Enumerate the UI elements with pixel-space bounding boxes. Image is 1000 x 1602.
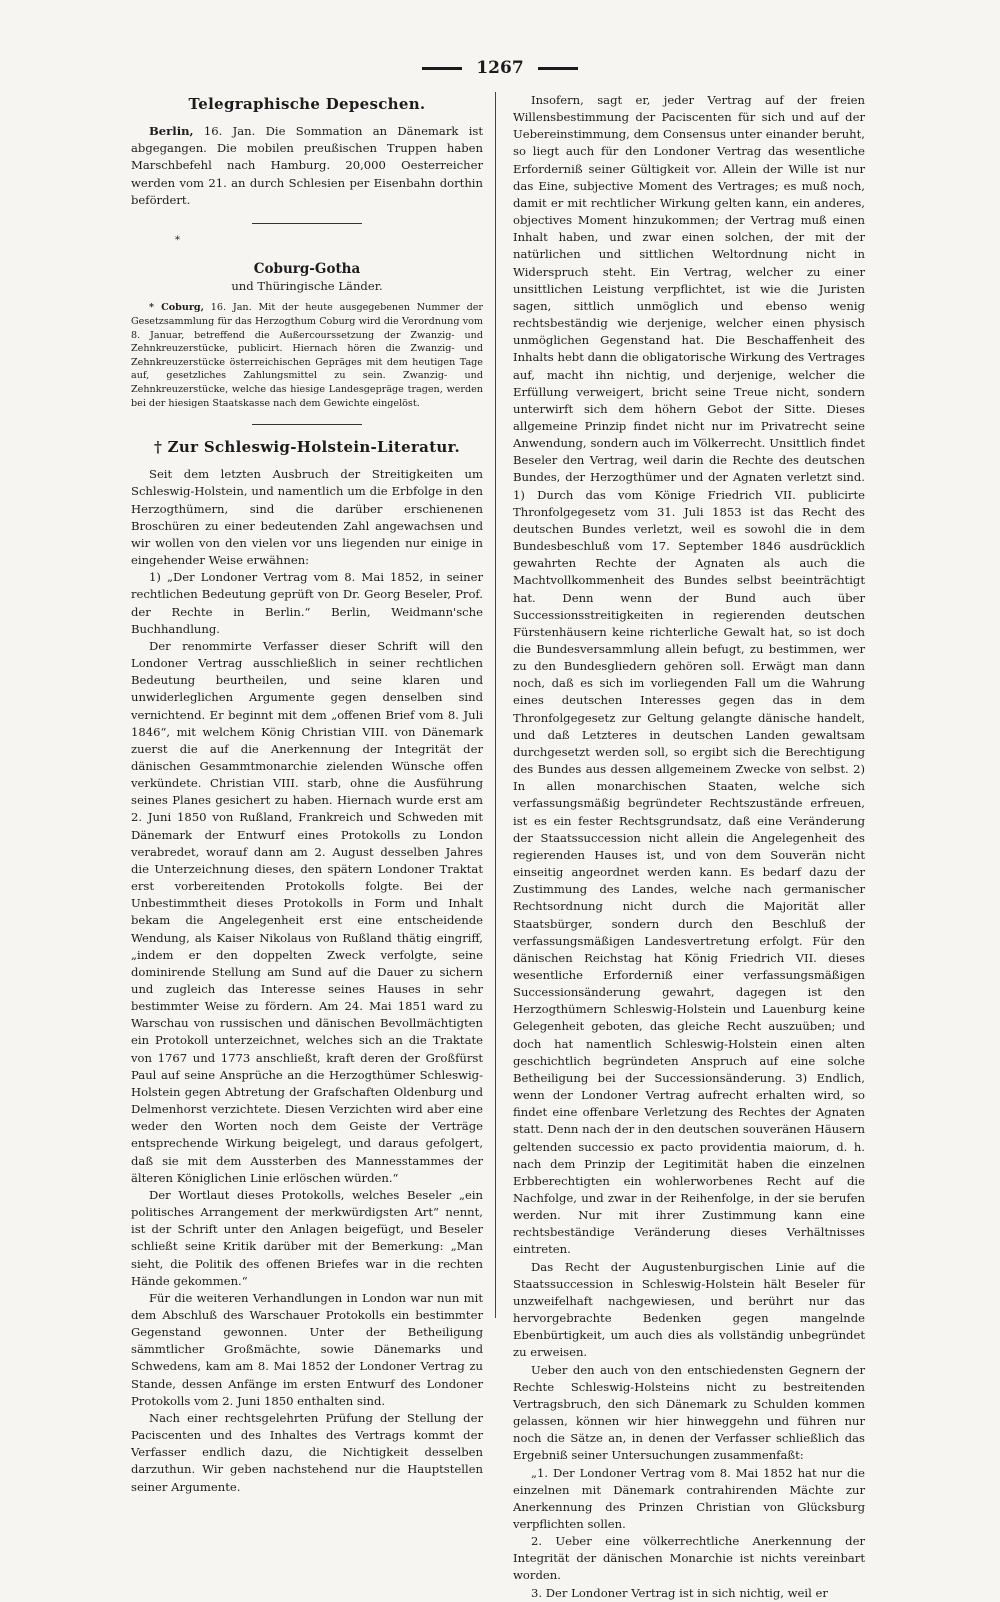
right-paragraph-3: Ueber den auch von den entschiedensten Gegnern der Rechte Schleswig-Holsteins nicht zu bestreitenden Vertragsbruch, den sich Dänemark zu Schulden kommen gelassen, können wir hier hinweggehn und führen nur noch die Sätze an, in denen der Verfasser schließlich das Ergebniß seiner Untersuchungen zusammenfaßt: bbox=[513, 1362, 865, 1463]
header-rule-left bbox=[422, 67, 462, 70]
literatur-paragraph-1: Der renommirte Verfasser dieser Schrift will den Londoner Vertrag ausschließlich in seiner rechtlichen Bedeutung beurtheilen, und seine klaren und unwiderleglichen Argumente gegen denselben sind vernichtend. Er beginnt mit dem „offenen Brief vom 8. Juli 1846“, mit welchem König Christian VIII. von Dänemark zuerst die auf die Anerkennung der Integrität der dänischen Gesammtmonarchie zielenden Wünsche offen verkündete. Christian VIII. starb, ohne die Ausführung seines Planes gesichert zu haben. Hiernach wurde erst am 2. Juni 1850 von Rußland, Frankreich und Schweden mit Dänemark der Entwurf eines Protokolls zu London verabredet, worauf dann am 2. August desselben Jahres die Unterzeichnung dieses, den spätern Londoner Traktat erst vorbereitenden Protokolls folgte. Bei der Unbestimmtheit dieses Protokolls in Form und Inhalt bekam die Angelegenheit erst eine entscheidende Wendung, als Kaiser Nikolaus von Rußland thätig eingriff, „indem er den doppelten Zweck verfolgte, seine dominirende Stellung am Sund auf die Dauer zu sichern und zugleich das Interesse seines Hauses in sehr bestimmter Weise zu fördern. Am 24. Mai 1851 ward zu Warschau von russischen und dänischen Bevollmächtigten ein Protokoll unterzeichnet, welches sich an die Traktate von 1767 und 1773 anschließt, kraft deren der Großfürst Paul auf seine Ansprüche an die Herzogthümer Schleswig-Holstein gegen Abtretung der Grafschaften Oldenburg und Delmenhorst verzichtete. Diesen Verzichten wird aber eine weder den Worten noch dem Geiste der Verträge entsprechende Wirkung beigelegt, und daraus gefolgert, daß sie mit dem Aussterben des Mannesstammes der älteren Königlichen Linie erlöschen würden.“ bbox=[131, 638, 483, 1185]
coburg-paragraph bbox=[131, 301, 483, 410]
literatur-paragraph-3: Für die weiteren Verhandlungen in London war nun mit dem Abschluß des Warschauer Protokolls ein bestimmter Gegenstand gewonnen. Unter der Betheiligung sämmtlicher Großmächte, sowie Dänemarks und Schwedens, kam am 8. Mai 1852 der Londoner Vertrag zu Stande, dessen Anfänge im ersten Entwurf des Londoner Protokolls vom 2. Juni 1850 enthalten sind. bbox=[131, 1290, 483, 1408]
literatur-paragraph-2: Der Wortlaut dieses Protokolls, welches Beseler „ein politisches Arrangement der merkwürdigsten Art“ nennt, ist der Schrift unter den Anlagen beigefügt, und Beseler schließt seine Kritik darüber mit der Bemerkung: „Man sieht, die Politik des offenen Briefes war in die rechten Hände gekommen.“ bbox=[131, 1187, 483, 1288]
literatur-paragraph-4: Nach einer rechtsgelehrten Prüfung der Stellung der Paciscenten und des Inhaltes des Vertrags kommt der Verfasser endlich dazu, die Nichtigkeit desselben darzuthun. Wir geben nachstehend nur die Hauptstellen seiner Argumente. bbox=[131, 1410, 483, 1494]
coburg-heading: Coburg-Gotha bbox=[253, 261, 361, 278]
telegraph-paragraph bbox=[131, 123, 483, 209]
right-column bbox=[513, 92, 865, 1600]
coburg-text: 16. Jan. Mit der heute ausgegebenen Nummer der Gesetzsammlung für das Herzogthum Coburg wird die Verordnung vom 8. Januar, betreffend die Außercourssetzung der Zwanzig- und Zehnkreuzerstücke, publicirt. Hiernach hören die Zwanzig- und Zehnkreuzerstücke österreichischen Gepräges mit dem heutigen Tage auf, gesetzliches Zahlungsmittel zu sein. Zwanzig- und Zehnkreuzerstücke, welche das hiesige Landesgepräge tragen, werden bei der hiesigen Staatskasse nach dem Gewichte eingelöst. bbox=[131, 302, 483, 409]
coburg-subheading: und Thüringische Länder. bbox=[231, 279, 383, 294]
right-paragraph-1: Insofern, sagt er, jeder Vertrag auf der freien Willensbestimmung der Paciscenten für sich und auf der Uebereinstimmung, dem Consensus unter einander beruht, so liegt auch für den Londoner Vertrag das wesentliche Erforderniß seiner Gültigkeit vor. Allein der Wille ist nur das Eine, subjective Moment des Vertrages; es muß noch, damit er mit rechtlicher Wirkung gelten kann, ein anderes, objectives Moment hinzukommen; der Vertrag muß einen Inhalt haben, und zwar einen solchen, der mit der natürlichen und sittlichen Weltordnung nicht in Widerspruch steht. Ein Vertrag, welcher zu einer unsittlichen Leistung verpflichtet, ist wie die Juristen sagen, sittlich unmöglich und ebenso wenig rechtsbeständig wie derjenige, welcher einen physisch unmöglichen Gegenstand hat. Die Beschaffenheit des Inhalts hebt dann die obligatorische Wirkung des Vertrages auf, macht ihn nichtig, und derjenige, welcher die Erfüllung verweigert, bricht seine Treue nicht, sondern unterwirft sich dem höhern Gebot der Sitte. Dieses allgemeine Prinzip findet nicht nur im Privatrecht seine Anwendung, sondern auch im Völkerrecht. Unsittlich findet Beseler den Vertrag, weil darin die Rechte des deutschen Bundes, der Herzogthümer und der Agnaten verletzt sind. 1) Durch das vom Könige Friedrich VII. publicirte Thronfolgegesetz vom 31. Juli 1853 ist das Recht des deutschen Bundes verletzt, weil es sowohl die in dem Bundesbeschluß vom 17. September 1846 ausdrücklich gewahrten Rechte der Agnaten als auch die Machtvollkommenheit des Bundes selbst beeinträchtigt hat. Denn wenn der Bund auch über Successionsstreitigkeiten in regierenden deutschen Fürstenhäusern keine richterliche Gewalt hat, so ist doch die Bundesversammlung allein befugt, zu bestimmen, wer zu den Bundesgliedern gehören soll. Erwägt man dann noch, daß es sich im vorliegenden Fall um die Wahrung eines deutschen Interesses gegen das in dem Thronfolgegesetz zur Geltung gelangte dänische handelt, und daß Letzteres in deutschen Landen gewaltsam durchgesetzt werden soll, so ergibt sich die Berechtigung des Bundes aus dessen allgemeinem Zwecke von selbst. 2) In allen monarchischen Staaten, welche sich verfassungsmäßig begründeter Rechtszustände erfreuen, ist es ein fester Rechtsgrundsatz, daß eine Veränderung der Staatssuccession nicht allein die Angelegenheit des regierenden Hauses ist, und von dem Souverän nicht einseitig angeordnet werden kann. Es bedarf dazu der Zustimmung des Landes, welche nach germanischer Rechtsordnung nicht durch die Majorität aller Staatsbürger, sondern durch den Beschluß der verfassungsmäßigen Landesvertretung erfolgt. Für den dänischen Reichstag hat König Friedrich VII. dieses wesentliche Erforderniß einer verfassungsmäßigen Successionsänderung gewahrt, dagegen ist den Herzogthümern Schleswig-Holstein und Lauenburg keine Gelegenheit geboten, das gleiche Recht auszuüben; und doch hat namentlich Schleswig-Holstein einen alten geschichtlich begründeten Anspruch auf eine solche Betheiligung bei der Successionsänderung. 3) Endlich, wenn der Londoner Vertrag aufrecht erhalten wird, so findet eine offenbare Verletzung des Rechtes der Agnaten statt. Denn nach der in den deutschen souveränen Häusern geltenden successio ex pacto providentia maiorum, d. h. nach dem Prinzip der Legitimität haben die einzelnen Erbberechtigten ein wohlerworbenes Recht auf die Nachfolge, und zwar in der Reihenfolge, in der sie berufen werden. Nur mit ihrer Zustimmung kann eine rechtsbeständige Veränderung dieses Verhältnisses eintreten. bbox=[513, 93, 865, 1257]
coburg-dateline: * Coburg, bbox=[149, 302, 204, 314]
conclusion-point-1: „1. Der Londoner Vertrag vom 8. Mai 1852 hat nur die einzelnen mit Dänemark contrahirenden Mächte zur Anerkennung des Prinzen Christian von Glücksburg verpflichten sollen. bbox=[513, 1465, 865, 1531]
telegraph-heading: Telegraphische Depeschen. bbox=[188, 95, 426, 113]
right-paragraph-2: Das Recht der Augustenburgischen Linie auf die Staatssuccession in Schleswig-Holstein hält Beseler für unzweifelhaft nachgewiesen, und berührt nur das hervorgebrachte Bedenken gegen mangelnde Ebenbürtigkeit, um auch dies als vollständig unbegründet zu erweisen. bbox=[513, 1259, 865, 1360]
left-column bbox=[131, 92, 484, 1494]
telegraph-text: 16. Jan. Die Sommation an Dänemark ist abgegangen. Die mobilen preußischen Truppen haben Marschbefehl nach Hamburg. 20,000 Oesterreicher werden vom 21. an durch Schlesien per Eisenbahn dorthin befördert. bbox=[131, 124, 484, 207]
conclusion-point-2: 2. Ueber eine völkerrechtliche Anerkennung der Integrität der dänischen Monarchie ist nichts vereinbart worden. bbox=[513, 1534, 865, 1583]
literatur-intro: Seit dem letzten Ausbruch der Streitigkeiten um Schleswig-Holstein, und namentlich um die Erbfolge in den Herzogthümern, sind die darüber erschienenen Broschüren zu einer bedeutenden Zahl angewachsen und wir wollen von den vielen vor uns liegenden nur einige in eingehender Weise erwähnen: bbox=[131, 467, 483, 568]
section-rule bbox=[252, 424, 362, 425]
literatur-item-1: 1) „Der Londoner Vertrag vom 8. Mai 1852, in seiner rechtlichen Bedeutung geprüft von Dr. Georg Beseler, Prof. der Rechte in Berlin.“ Berlin, Weidmann'sche Buchhandlung. bbox=[131, 570, 483, 636]
page-header bbox=[0, 58, 1000, 78]
page-number: 1267 bbox=[476, 58, 524, 78]
conclusion-point-3: 3. Der Londoner Vertrag ist in sich nichtig, weil er bbox=[531, 1585, 828, 1600]
telegraph-dateline: Berlin, bbox=[149, 124, 194, 139]
literatur-heading: † Zur Schleswig-Holstein-Literatur. bbox=[154, 438, 460, 457]
header-rule-right bbox=[538, 67, 578, 70]
column-divider bbox=[495, 92, 496, 1318]
section-asterisk: * bbox=[175, 234, 180, 246]
section-rule bbox=[252, 223, 362, 224]
